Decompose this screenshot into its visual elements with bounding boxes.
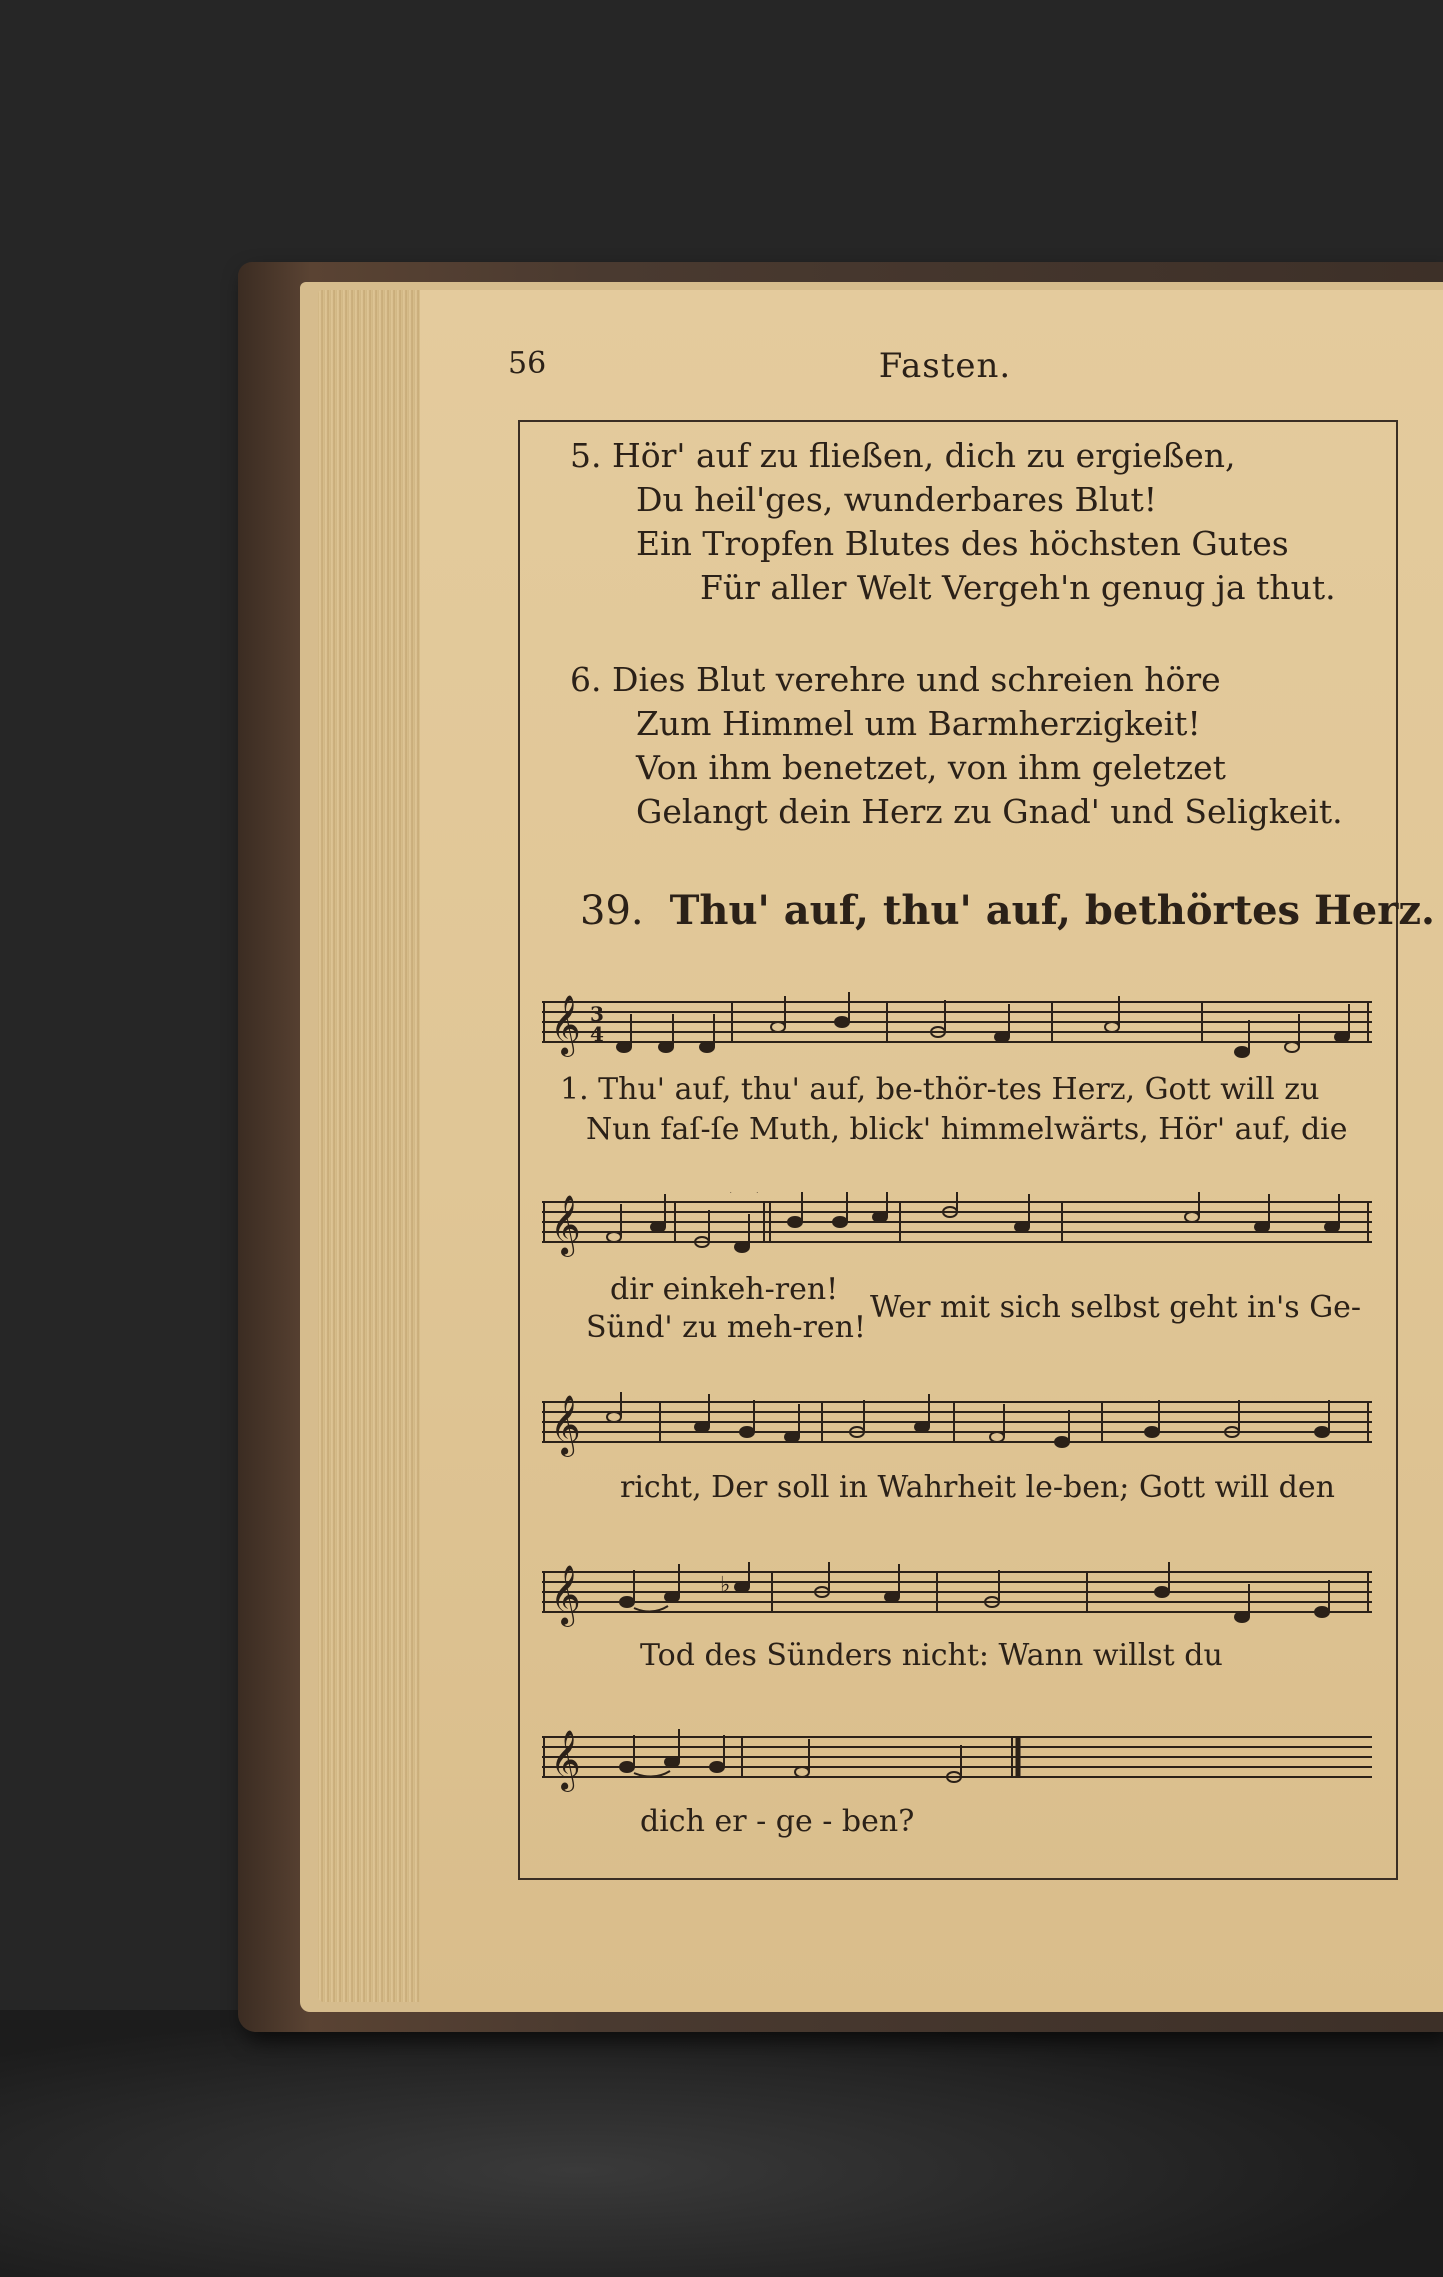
stanza-line: Gelangt dein Herz zu Gnad' und Seligkeit. [636,792,1343,831]
lyrics-row5: dich er - ge - ben? [640,1804,915,1839]
flat-icon: ♭ [720,1573,731,1598]
lyrics-row1-verse2: Nun faſ-ſe Muth, blick' himmelwärts, Hör' auf, die [586,1112,1348,1147]
running-head-title: Fasten. [878,346,1012,386]
text-frame [518,420,1435,1880]
stanza-text: Dies Blut verehre und schreien höre [612,660,1221,699]
stanza-line: Für aller Welt Vergeh'n genug ja thut. [700,568,1336,607]
stanza-number: 6. [570,660,602,699]
running-head [420,346,1443,386]
treble-clef-icon: 𝄞 [550,995,581,1055]
stanza-5 [570,434,1336,610]
time-signature-top: 3 [590,1002,604,1026]
lyrics-row2-common: Wer mit sich selbst geht in's Ge- [870,1290,1362,1325]
song-heading [580,887,1435,934]
lyrics-row2-verse2: Sünd' zu meh-ren! [586,1310,866,1345]
staff-notation [542,992,1372,1062]
stanza-line: Du heil'ges, wunderbares Blut! [636,480,1158,519]
table-surface [0,2010,1443,2277]
page-number: 56 [508,346,547,381]
lyrics-row4: Tod des Sünders nicht: Wann willst du [640,1638,1223,1673]
page-edges [318,290,428,2002]
treble-clef-icon: 𝄞 [550,1195,581,1255]
song-title: Thu' auf, thu' auf, bethörtes Herz. [669,887,1435,934]
stanza-line [570,658,1343,702]
lyrics-row3: richt, Der soll in Wahrheit le-ben; Gott will den [620,1470,1335,1505]
music-staff-5 [542,1727,1372,1790]
lyrics-row2-verse1: dir einkeh-ren! [610,1272,839,1307]
treble-clef-icon: 𝄞 [550,1730,581,1790]
song-number: 39. [580,888,644,934]
stanza-line: Ein Tropfen Blutes des höchsten Gutes [636,524,1289,563]
music-staff-4 [542,1562,1372,1625]
stanza-number: 5. [570,436,602,475]
time-signature-bottom: 4 [590,1022,604,1046]
staff-notation [542,1392,1372,1462]
stanza-line: Zum Himmel um Barmherzigkeit! [636,704,1201,743]
staff-notation [542,1192,1372,1262]
music-staff-1 [542,992,1372,1055]
stanza-text: Hör' auf zu fließen, dich zu ergießen, [612,436,1236,475]
stanza-6 [570,658,1343,834]
stanza-line: Von ihm benetzet, von ihm geletzet [636,748,1226,787]
music-staff-3 [542,1392,1372,1455]
treble-clef-icon: 𝄞 [550,1565,581,1625]
music-staff-2 [542,1192,1372,1255]
lyrics-row1-verse1: 1. Thu' auf, thu' auf, be-thör-tes Herz, Gott will zu [560,1072,1320,1107]
treble-clef-icon: 𝄞 [550,1395,581,1455]
staff-notation [542,1727,1372,1797]
stanza-line [570,434,1336,478]
book-page [420,290,1443,2012]
staff-notation [542,1562,1372,1632]
